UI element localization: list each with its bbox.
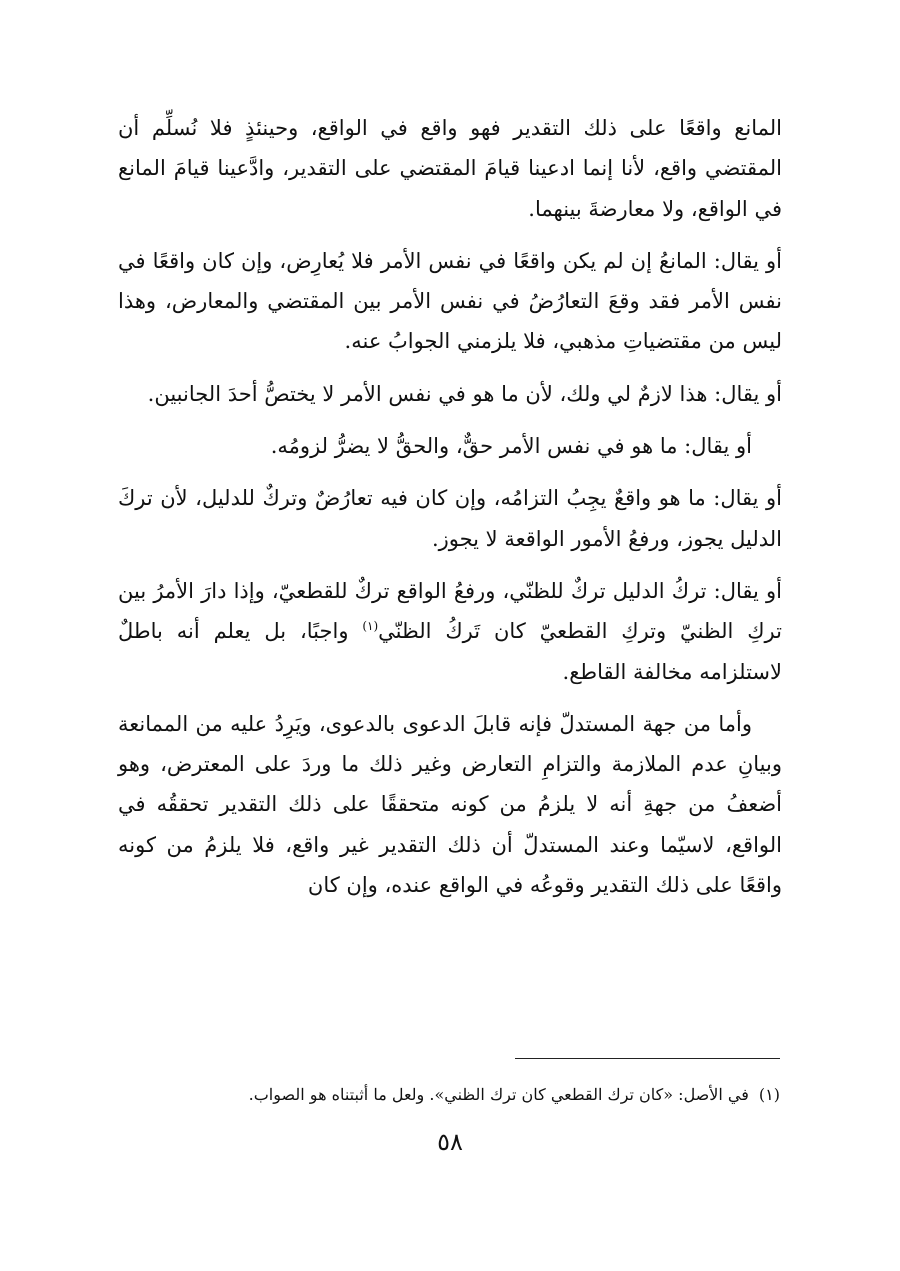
paragraph-6-part-2: واجبًا، بل يعلم أنه باطلٌ لاستلزامه مخالفة القاطع. (118, 619, 782, 684)
paragraph-1: المانع واقعًا على ذلك التقدير فهو واقع في الواقع، وحينئذٍ فلا نُسلِّم أن المقتضي واقع، لأنا إنما ادعينا قيامَ المقتضي على التقدير، وادَّعينا قيامَ المانع في الواقع، ولا معارضةَ بينهما. (118, 116, 782, 221)
main-text (118, 108, 782, 905)
footnote-divider (515, 1058, 780, 1059)
footnote-marker: (١) (758, 1085, 780, 1104)
footnote-reference[interactable]: (١) (362, 619, 379, 634)
paragraph-7: وأما من جهة المستدلّ فإنه قابلَ الدعوى بالدعوى، ويَرِدُ عليه من الممانعة وبيانِ عدم الملازمة والتزامِ التعارض وغير ذلك ما وردَ على المعترض، وهو أضعفُ من جهةِ أنه لا يلزمُ من كونه متحققًا على ذلك التقدير تحققُه في الواقع، لاسيّما وعند المستدلّ أن ذلك التقدير غير واقع، فلا يلزمُ من كونه واقعًا على ذلك التقدير وقوعُه في الواقع عنده، وإن كان (118, 711, 782, 898)
page (118, 108, 782, 1258)
footnote-text: في الأصل: «كان ترك القطعي كان ترك الظني». ولعل ما أثبتناه هو الصواب. (248, 1085, 749, 1104)
paragraph-4: أو يقال: ما هو في نفس الأمر حقٌّ، والحقُّ لا يضرُّ لزومُه. (270, 434, 752, 459)
paragraph-6 (118, 571, 782, 692)
paragraph-6-part-1: أو يقال: تركُ الدليل تركٌ للظنّي، ورفعُ الواقع تركٌ للقطعيّ، وإذا دارَ الأمرُ بين تركِ الظنيّ وتركِ القطعيّ كان تَركُ الظنّي (118, 578, 782, 644)
footnote (118, 1083, 780, 1107)
page-number: ٥٨ (437, 1128, 463, 1156)
paragraph-3: أو يقال: هذا لازمٌ لي ولك، لأن ما هو في نفس الأمر لا يختصُّ أحدَ الجانبين. (147, 381, 782, 406)
paragraph-2: أو يقال: المانعُ إن لم يكن واقعًا في نفس الأمر فلا يُعارِض، وإن كان واقعًا في نفس الأمر فقد وقعَ التعارُضُ في نفس الأمر بين المقتضي والمعارض، وهذا ليس من مقتضياتِ مذهبي، فلا يلزمني الجوابُ عنه. (118, 248, 782, 354)
paragraph-5: أو يقال: ما هو واقعٌ يجِبُ التزامُه، وإن كان فيه تعارُضٌ وتركٌ للدليل، لأن تركَ الدليل يجوز، ورفعُ الأمور الواقعة لا يجوز. (118, 486, 782, 551)
